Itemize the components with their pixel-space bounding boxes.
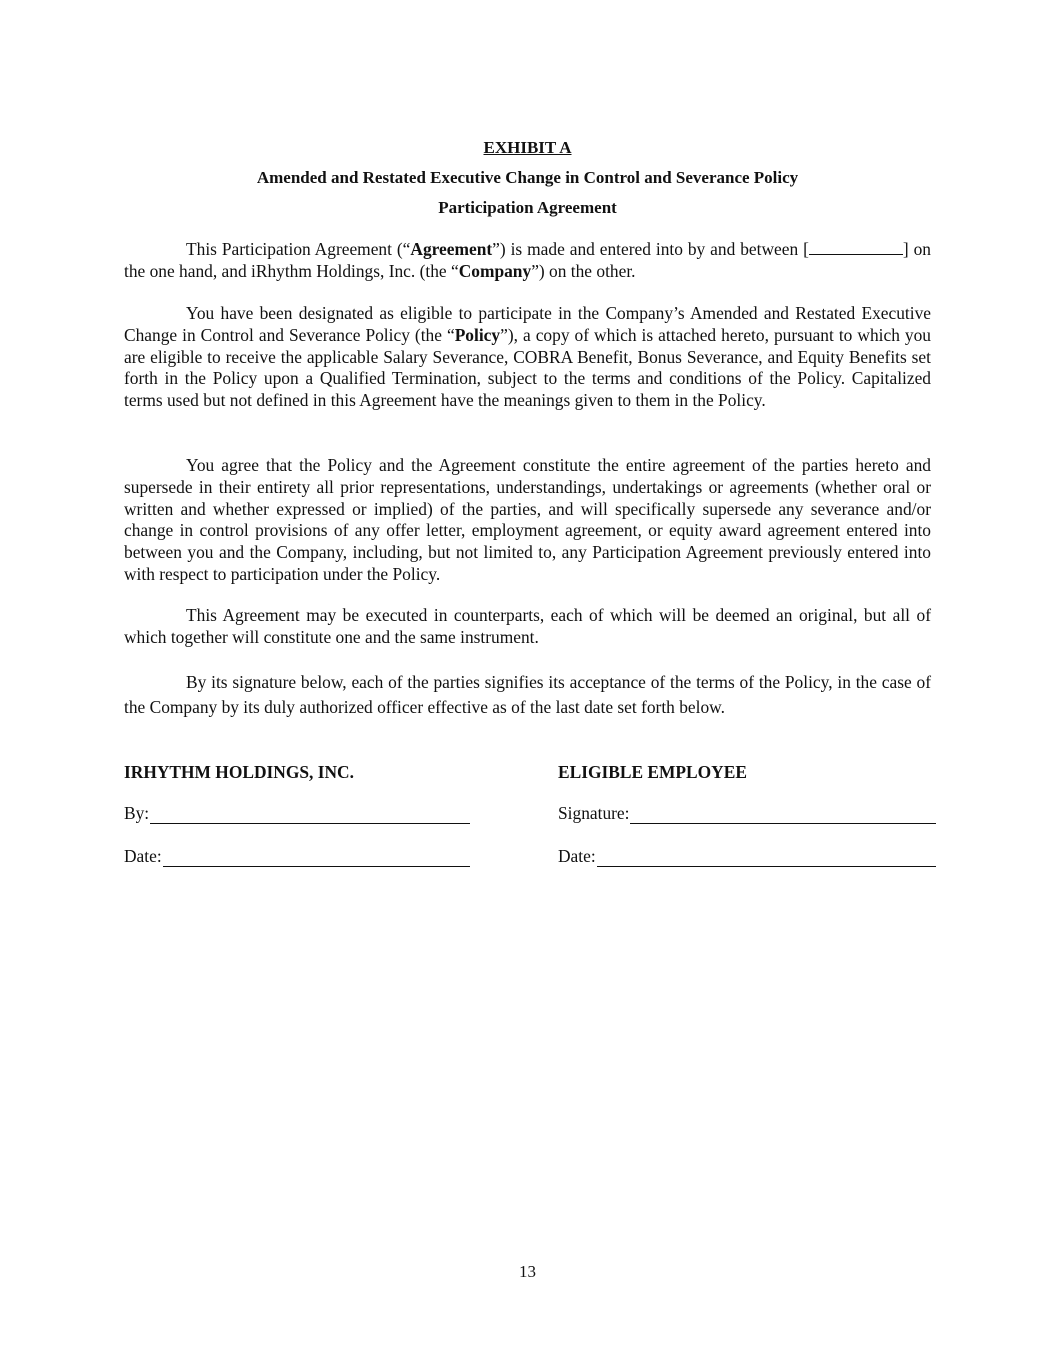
p1-text-b: ”) is made and entered into by and between [: [492, 239, 809, 259]
page-number: 13: [519, 1262, 536, 1281]
exhibit-heading: EXHIBIT A: [483, 138, 572, 157]
defined-term-policy: Policy: [454, 324, 501, 345]
company-by-rule[interactable]: [150, 807, 470, 824]
p1-text-d: ”) on the other.: [531, 260, 636, 281]
company-date-line[interactable]: [124, 846, 470, 867]
company-heading: IRHYTHM HOLDINGS, INC.: [124, 762, 354, 782]
company-by-line[interactable]: [124, 803, 470, 824]
employee-heading: ELIGIBLE EMPLOYEE: [558, 762, 747, 782]
employee-date-rule[interactable]: [597, 850, 936, 867]
p2-text-b: ”), a copy of which is attached hereto, pursuant to which you are eligible to receive the applicable Salary Severance, COBRA Benefit, Bonus Severance, and Equity Benefits set forth in the Policy upon a Qualified Termination, subject to the terms and conditions of the Policy. Capitalized terms used but not defined in this Agreement have the meanings given to them in the Policy.: [124, 324, 931, 411]
p1-text-a: This Participation Agreement (“: [186, 239, 411, 259]
defined-term-agreement: Agreement: [410, 239, 493, 259]
company-date-label: Date:: [124, 846, 162, 866]
policy-title: Amended and Restated Executive Change in Control and Severance Policy: [256, 168, 799, 187]
document-page: [124, 0, 931, 1365]
paragraph-parties: [124, 239, 931, 283]
p2-text-a: You have been designated as eligible to participate in the Company’s Amended and Restated Executive Change in Control and Severance Policy (the “: [124, 303, 931, 345]
paragraph-counterparts: This Agreement may be executed in counterparts, each of which will be deemed an original, but all of which together will constitute one and the same instrument.: [124, 605, 931, 647]
employee-signature-rule[interactable]: [630, 807, 936, 824]
employee-signature-label: Signature:: [558, 803, 630, 823]
agreement-title: Participation Agreement: [438, 198, 617, 217]
company-date-rule[interactable]: [163, 850, 470, 867]
paragraph-acceptance: By its signature below, each of the parties signifies its acceptance of the terms of the Policy, in the case of the Company by its duly authorized officer effective as of the last date set forth below.: [124, 672, 931, 717]
employee-date-line[interactable]: [558, 846, 936, 867]
company-by-label: By:: [124, 803, 150, 823]
paragraph-entire-agreement: You agree that the Policy and the Agreement constitute the entire agreement of the parties hereto and supersede in their entirety all prior representations, understandings, undertakings or agreements (whether oral or written and whether expressed or implied) of the parties, and will specifically supersede any severance and/or change in control provisions of any offer letter, employment agreement, or equity award agreement entered into between you and the Company, including, but not limited to, any Participation Agreement previously entered into with respect to participation under the Policy.: [124, 455, 931, 584]
paragraph-eligibility: [124, 303, 931, 412]
party-name-blank[interactable]: [809, 240, 903, 255]
employee-signature-line[interactable]: [558, 803, 936, 824]
defined-term-company: Company: [458, 260, 532, 281]
employee-date-label: Date:: [558, 846, 596, 866]
p1-text-c: ] on the one hand, and iRhythm Holdings, Inc. (the “: [124, 239, 931, 281]
